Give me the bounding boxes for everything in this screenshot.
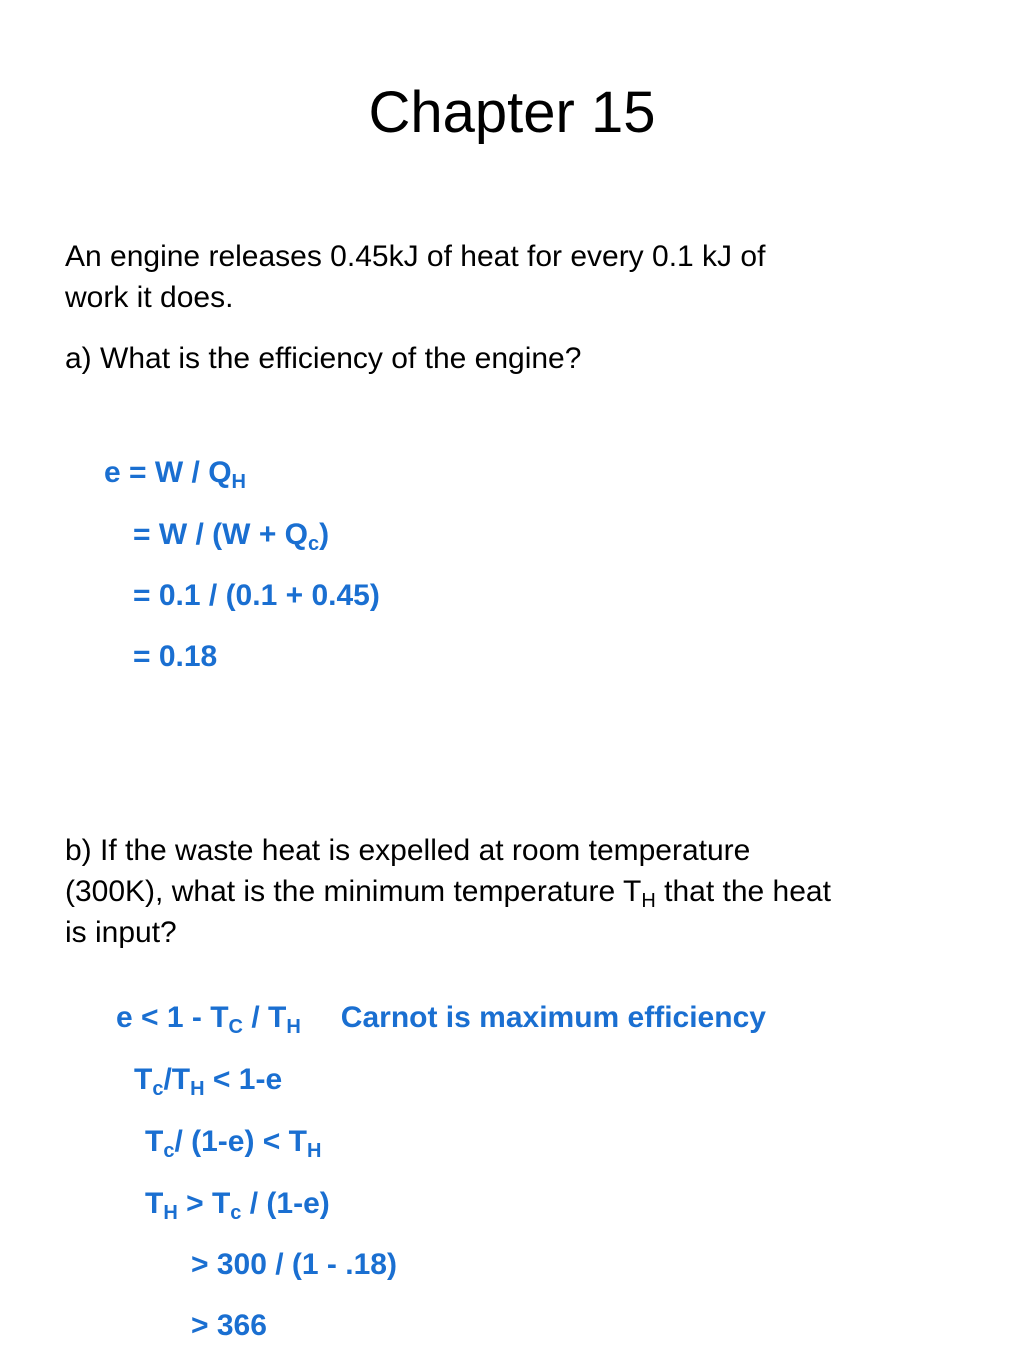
part-b-step-3-text-2: / (1-e) < T	[174, 1125, 307, 1158]
part-a-step-4: = 0.18	[133, 640, 218, 673]
part-b-line-2-text: (300K), what is the minimum temperature T	[65, 875, 642, 908]
slide-title: Chapter 15	[368, 80, 656, 145]
part-b-line-2-end: that the heat	[655, 875, 831, 908]
part-a-step-1-text: e = W / Q	[104, 456, 232, 489]
part-b-step-1-sub-h: H	[286, 1016, 301, 1038]
part-b-line-2-sub: H	[641, 890, 656, 912]
part-b-step-2-text-2: /T	[163, 1063, 191, 1096]
problem-line-2: work it does.	[65, 281, 234, 314]
part-b-line-1: b) If the waste heat is expelled at room temperature	[65, 834, 751, 867]
part-b-step-6: > 366	[191, 1309, 267, 1342]
part-b-step-4-text-3: / (1-e)	[241, 1187, 330, 1220]
part-a-step-1	[104, 453, 246, 493]
part-b-line-3: is input?	[65, 916, 177, 949]
part-a-step-2-sub: c	[308, 533, 320, 555]
part-b-step-3	[145, 1122, 321, 1162]
part-a-step-2-close: )	[319, 518, 330, 551]
part-b-step-2-text-3: < 1-e	[204, 1063, 283, 1096]
part-b-step-1-sub-c: C	[228, 1016, 243, 1038]
part-b-step-3-text: T	[145, 1125, 164, 1158]
part-b-step-4-text: T	[145, 1187, 164, 1220]
part-b-step-2-sub-c: c	[152, 1078, 164, 1100]
part-b-step-2-text: T	[134, 1063, 153, 1096]
part-b-step-1	[116, 998, 766, 1038]
part-a-step-1-sub: H	[231, 471, 246, 493]
part-b-step-4-text-2: > T	[177, 1187, 231, 1220]
part-b-step-5: > 300 / (1 - .18)	[191, 1248, 397, 1281]
problem-statement	[65, 236, 965, 318]
part-b-step-3-sub-h: H	[306, 1140, 322, 1162]
part-b-question	[65, 830, 965, 953]
part-a-step-2-text: = W / (W + Q	[133, 518, 309, 551]
part-b-step-1-text-2: / T	[243, 1001, 287, 1034]
part-a-step-3: = 0.1 / (0.1 + 0.45)	[133, 579, 380, 612]
part-b-step-4-sub-c: c	[230, 1202, 242, 1224]
part-b-step-2	[134, 1060, 282, 1100]
part-b-step-4	[145, 1184, 330, 1224]
problem-line-1: An engine releases 0.45kJ of heat for every 0.1 kJ of	[65, 240, 766, 273]
part-b-step-4-sub-h: H	[163, 1202, 178, 1224]
carnot-note: Carnot is maximum efficiency	[340, 1001, 766, 1034]
part-b-step-1-text: e < 1 - T	[116, 1001, 229, 1034]
part-a-question: a) What is the efficiency of the engine?	[65, 342, 582, 375]
part-b-step-3-sub-c: c	[163, 1140, 175, 1162]
part-a-step-2	[133, 515, 329, 555]
part-b-step-2-sub-h: H	[190, 1078, 205, 1100]
